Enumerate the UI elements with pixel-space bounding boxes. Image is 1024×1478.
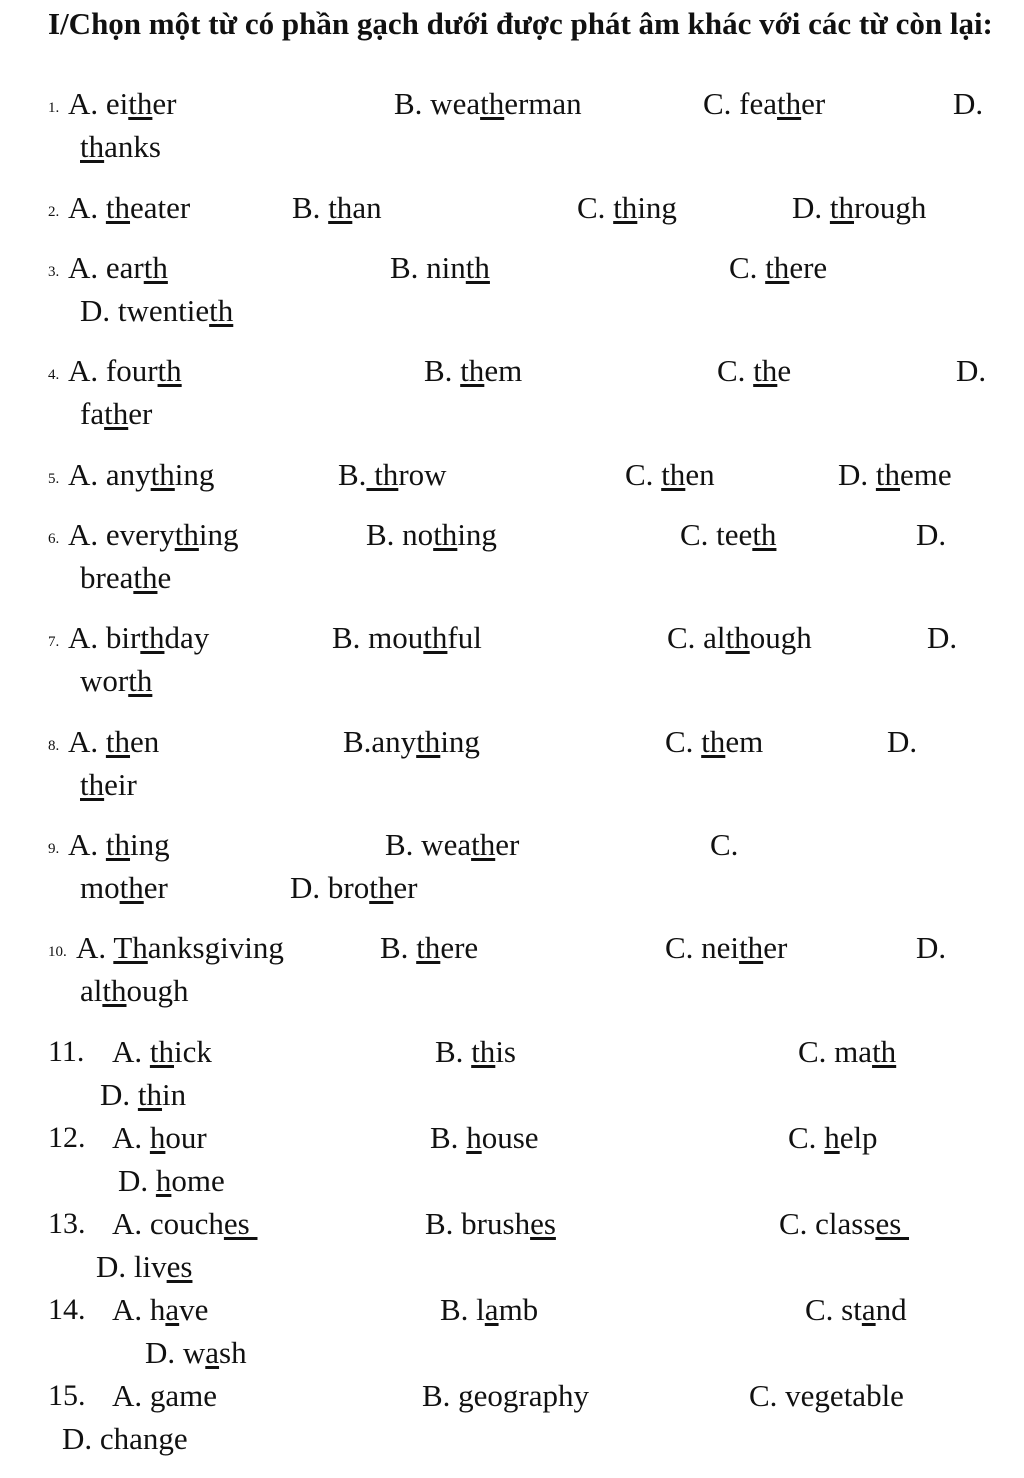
option-b: B. this bbox=[435, 1034, 516, 1069]
option-d: D. change bbox=[62, 1421, 188, 1456]
option-a: A. anything bbox=[68, 457, 215, 492]
question-number: 13. bbox=[48, 1207, 86, 1240]
option-a: A. couches bbox=[112, 1206, 258, 1241]
question-4 bbox=[0, 353, 1024, 453]
option-c: C. classes bbox=[779, 1206, 910, 1241]
option-a: A. earth bbox=[68, 250, 168, 285]
option-d: D. brother bbox=[290, 870, 418, 905]
option-c: C. then bbox=[625, 457, 715, 492]
question-number: 11. bbox=[48, 1035, 85, 1068]
option-c: mother bbox=[80, 870, 168, 905]
option-d: D. lives bbox=[96, 1249, 193, 1284]
option-d: worth bbox=[80, 663, 153, 698]
option-b: B. there bbox=[380, 930, 479, 965]
question-number: 12. bbox=[48, 1121, 86, 1154]
option-b: B. them bbox=[424, 353, 523, 388]
option-a: A. theater bbox=[68, 190, 191, 225]
option-b: B. weatherman bbox=[394, 86, 582, 121]
option-c: C. the bbox=[717, 353, 792, 388]
option-d: although bbox=[80, 973, 189, 1008]
option-c-label: C. bbox=[710, 827, 739, 862]
option-b: B. nothing bbox=[366, 517, 497, 552]
option-c: C. help bbox=[788, 1120, 878, 1155]
option-a: A. everything bbox=[68, 517, 239, 552]
question-number: 7. bbox=[48, 634, 60, 650]
option-d: D. home bbox=[118, 1163, 225, 1198]
option-d: thanks bbox=[80, 129, 161, 164]
option-d-label: D. bbox=[953, 86, 984, 121]
option-c: C. there bbox=[729, 250, 828, 285]
question-6 bbox=[0, 517, 1024, 617]
option-b: B. weather bbox=[385, 827, 520, 862]
question-13 bbox=[0, 1206, 1024, 1306]
option-d-label: D. bbox=[887, 724, 918, 759]
option-c: C. math bbox=[798, 1034, 897, 1069]
option-d: their bbox=[80, 767, 137, 802]
option-b: B. lamb bbox=[440, 1292, 539, 1327]
question-12 bbox=[0, 1120, 1024, 1220]
option-b: B.anything bbox=[343, 724, 480, 759]
question-7 bbox=[0, 620, 1024, 720]
question-15 bbox=[0, 1378, 1024, 1478]
question-number: 14. bbox=[48, 1293, 86, 1326]
option-a: A. thing bbox=[68, 827, 170, 862]
option-d-label: D. bbox=[956, 353, 987, 388]
option-d: D. through bbox=[792, 190, 927, 225]
option-b: B. throw bbox=[338, 457, 447, 492]
option-a: A. then bbox=[68, 724, 160, 759]
option-c: C. vegetable bbox=[749, 1378, 904, 1413]
question-number: 10. bbox=[48, 944, 67, 960]
option-c: C. them bbox=[665, 724, 764, 759]
question-number: 9. bbox=[48, 841, 60, 857]
option-b: B. ninth bbox=[390, 250, 490, 285]
option-a: A. thick bbox=[112, 1034, 212, 1069]
option-d: D. twentieth bbox=[80, 293, 234, 328]
option-a: A. birthday bbox=[68, 620, 210, 655]
option-c: C. teeth bbox=[680, 517, 777, 552]
question-10 bbox=[0, 930, 1024, 1030]
question-11 bbox=[0, 1034, 1024, 1134]
option-b: B. than bbox=[292, 190, 382, 225]
option-a: A. Thanksgiving bbox=[76, 930, 284, 965]
question-number: 2. bbox=[48, 204, 60, 220]
option-a: A. hour bbox=[112, 1120, 207, 1155]
question-8 bbox=[0, 724, 1024, 824]
option-c: C. neither bbox=[665, 930, 788, 965]
option-d: father bbox=[80, 396, 153, 431]
question-number: 1. bbox=[48, 100, 60, 116]
option-b: B. geography bbox=[422, 1378, 590, 1413]
question-9 bbox=[0, 827, 1024, 927]
option-b: B. mouthful bbox=[332, 620, 482, 655]
option-d-label: D. bbox=[927, 620, 958, 655]
option-d: breathe bbox=[80, 560, 172, 595]
option-d-label: D. bbox=[916, 930, 947, 965]
question-number: 8. bbox=[48, 738, 60, 754]
question-number: 15. bbox=[48, 1379, 86, 1412]
option-c: C. although bbox=[667, 620, 812, 655]
question-3 bbox=[0, 250, 1024, 350]
option-c: C. stand bbox=[805, 1292, 907, 1327]
option-b: B. house bbox=[430, 1120, 539, 1155]
option-a: A. fourth bbox=[68, 353, 182, 388]
option-d-label: D. bbox=[916, 517, 947, 552]
exercise-title: I/Chọn một từ có phần gạch dưới được phát âm khác với các từ còn lại: bbox=[48, 6, 993, 41]
option-d: D. theme bbox=[838, 457, 952, 492]
option-a: A. game bbox=[112, 1378, 218, 1413]
option-d: D. thin bbox=[100, 1077, 187, 1112]
question-number: 4. bbox=[48, 367, 60, 383]
option-c: C. feather bbox=[703, 86, 826, 121]
question-number: 6. bbox=[48, 531, 60, 547]
option-a: A. have bbox=[112, 1292, 209, 1327]
option-a: A. either bbox=[68, 86, 177, 121]
question-1 bbox=[0, 86, 1024, 186]
option-b: B. brushes bbox=[425, 1206, 556, 1241]
question-number: 5. bbox=[48, 471, 60, 487]
question-number: 3. bbox=[48, 264, 60, 280]
option-c: C. thing bbox=[577, 190, 677, 225]
question-14 bbox=[0, 1292, 1024, 1392]
option-d: D. wash bbox=[145, 1335, 247, 1370]
